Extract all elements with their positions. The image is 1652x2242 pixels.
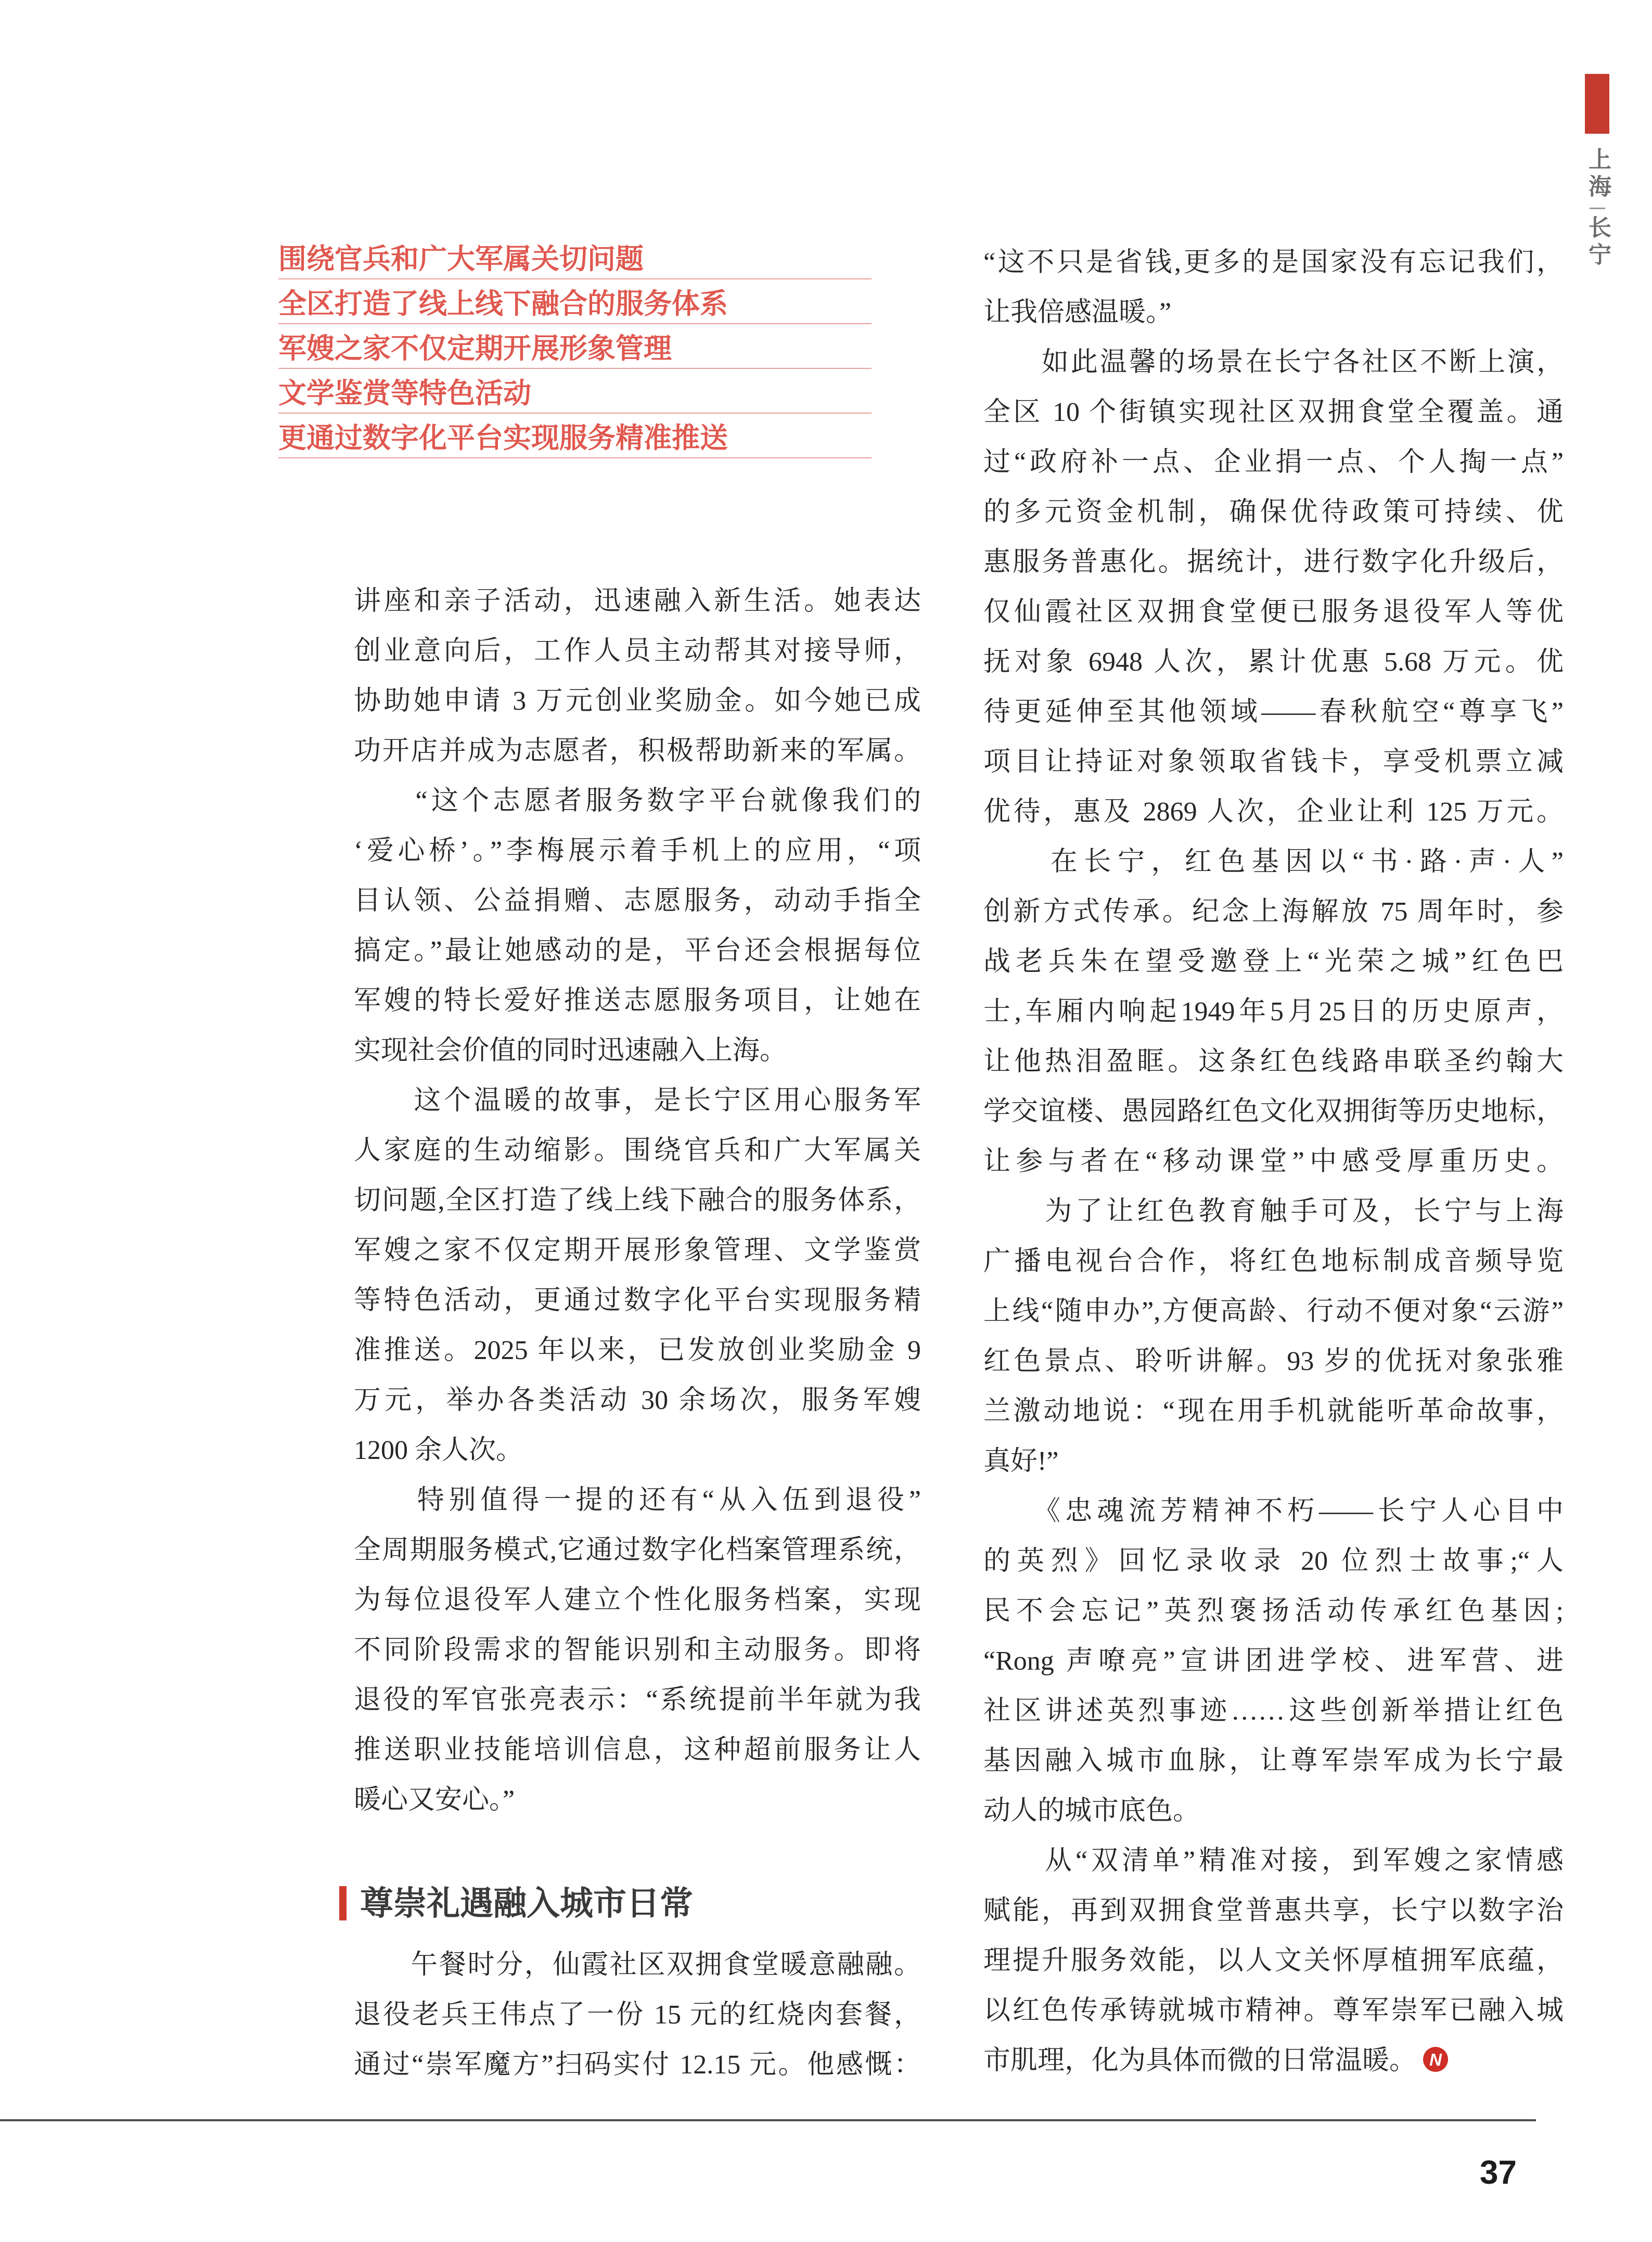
article-left-column-tail xyxy=(354,1940,921,2090)
text-line: 退役的军官张亮表示：“系统提前半年就为我 xyxy=(354,1685,921,1715)
text-line: 优待，惠及 2869 人次，企业让利 125 万元。 xyxy=(983,797,1564,827)
masthead-region-label: 上海 xyxy=(1585,147,1610,201)
text-line: 红色景点、聆听讲解。93 岁的优抚对象张雅 xyxy=(983,1347,1564,1376)
article-end-mark-letter: N xyxy=(1429,2049,1442,2069)
masthead-divider xyxy=(1590,208,1605,209)
text-line: 等特色活动，更通过数字化平台实现服务精 xyxy=(354,1286,921,1315)
text-line: 上线“随申办”,方便高龄、行动不便对象“云游” xyxy=(983,1297,1564,1326)
text-line: 如此温馨的场景在长宁各社区不断上演， xyxy=(983,348,1564,377)
text-line: 军嫂之家不仅定期开展形象管理、文学鉴赏 xyxy=(354,1236,921,1265)
text-line: 目认领、公益捐赠、志愿服务，动动手指全 xyxy=(354,886,921,916)
text-line: 基因融入城市血脉，让尊军崇军成为长宁最 xyxy=(983,1746,1564,1776)
text-line: 民不会忘记”英烈褒扬活动传承红色基因; xyxy=(983,1596,1564,1626)
text-line: 项目让持证对象领取省钱卡，享受机票立减 xyxy=(983,747,1564,777)
pull-quote-line: 围绕官兵和广大军属关切问题 xyxy=(278,235,872,279)
text-line: 兰激动地说：“现在用手机就能听革命故事， xyxy=(983,1397,1564,1426)
text-line: 准推送。2025 年以来，已发放创业奖励金 9 xyxy=(354,1336,921,1365)
text-line: 这个温暖的故事，是长宁区用心服务军 xyxy=(354,1086,921,1116)
text-line: 真好!” xyxy=(983,1446,1059,1476)
pull-quote-line: 军嫂之家不仅定期开展形象管理 xyxy=(278,324,872,369)
text-line: 创新方式传承。纪念上海解放 75 周年时，参 xyxy=(983,897,1564,927)
pull-quote-block xyxy=(278,235,872,458)
text-line: 从“双清单”精准对接，到军嫂之家情感 xyxy=(983,1846,1564,1876)
text-line: 待更延伸至其他领域——春秋航空“尊享飞” xyxy=(983,697,1564,727)
text-line: 创业意向后，工作人员主动帮其对接导师， xyxy=(354,636,921,666)
text-line: 以红色传承铸就城市精神。尊军崇军已融入城 xyxy=(983,1996,1564,2026)
masthead-vertical-label xyxy=(1583,147,1612,270)
text-line: 在长宁，红色基因以“书·路·声·人” xyxy=(983,847,1564,877)
masthead-accent-bar xyxy=(1585,74,1609,134)
text-line: 士,车厢内响起1949年5月25日的历史原声， xyxy=(983,997,1564,1027)
text-line: 1200 余人次。 xyxy=(354,1436,523,1465)
pull-quote-line: 文学鉴赏等特色活动 xyxy=(278,369,872,414)
section-heading-title: 尊崇礼遇融入城市日常 xyxy=(360,1885,693,1922)
text-line: 午餐时分，仙霞社区双拥食堂暖意融融。 xyxy=(354,1950,921,1980)
text-line: 军嫂的特长爱好推送志愿服务项目，让她在 xyxy=(354,986,921,1016)
text-line: 《忠魂流芳精神不朽——长宁人心目中 xyxy=(983,1496,1564,1526)
text-line: 全区 10 个街镇实现社区双拥食堂全覆盖。通 xyxy=(983,398,1564,427)
text-line: 社区讲述英烈事迹……这些创新举措让红色 xyxy=(983,1696,1564,1726)
article-right-column xyxy=(983,238,1564,2086)
text-line: 讲座和亲子活动，迅速融入新生活。她表达 xyxy=(354,586,921,616)
text-line: 战老兵朱在望受邀登上“光荣之城”红色巴 xyxy=(983,947,1564,977)
text-line: 暖心又安心。” xyxy=(354,1785,515,1815)
text-line: 搞定。”最让她感动的是，平台还会根据每位 xyxy=(354,936,921,966)
text-line: 让他热泪盈眶。这条红色线路串联圣约翰大 xyxy=(983,1047,1564,1077)
text-line: 动人的城市底色。 xyxy=(983,1796,1200,1826)
text-line: 仅仙霞社区双拥食堂便已服务退役军人等优 xyxy=(983,597,1564,627)
section-heading-block xyxy=(339,1885,693,1922)
text-line: 理提升服务效能，以人文关怀厚植拥军底蕴， xyxy=(983,1946,1564,1976)
text-line: 为每位退役军人建立个性化服务档案，实现 xyxy=(354,1585,921,1615)
masthead-district-label: 长宁 xyxy=(1585,215,1610,270)
text-line: 万元，举办各类活动 30 余场次，服务军嫂 xyxy=(354,1386,921,1415)
text-line: 功开店并成为志愿者，积极帮助新来的军属。 xyxy=(354,736,921,766)
text-line: “Rong 声嘹亮”宣讲团进学校、进军营、进 xyxy=(983,1646,1564,1676)
text-line: 让我倍感温暖。” xyxy=(983,298,1172,327)
text-line: 通过“崇军魔方”扫码实付 12.15 元。他感慨： xyxy=(354,2050,921,2080)
pull-quote-line: 更通过数字化平台实现服务精准推送 xyxy=(278,414,872,458)
article-end-mark-icon xyxy=(1423,2047,1448,2072)
text-line: 学交谊楼、愚园路红色文化双拥街等历史地标， xyxy=(983,1097,1564,1126)
article-left-column xyxy=(354,576,921,1825)
section-heading-bar xyxy=(339,1886,347,1920)
text-line: 退役老兵王伟点了一份 15 元的红烧肉套餐， xyxy=(354,2000,921,2030)
text-line: 赋能，再到双拥食堂普惠共享，长宁以数字治 xyxy=(983,1896,1564,1926)
text-line: 的多元资金机制，确保优待政策可持续、优 xyxy=(983,497,1564,527)
text-line: 让参与者在“移动课堂”中感受厚重历史。 xyxy=(983,1147,1564,1176)
text-line: 为了让红色教育触手可及，长宁与上海 xyxy=(983,1197,1564,1226)
text-line: 全周期服务模式,它通过数字化档案管理系统， xyxy=(354,1535,921,1565)
text-line: 实现社会价值的同时迅速融入上海。 xyxy=(354,1036,787,1066)
text-line: 的英烈》回忆录收录 20 位烈士故事;“人 xyxy=(983,1546,1564,1576)
text-line: 市肌理，化为具体而微的日常温暖。 xyxy=(983,2046,1417,2076)
page-number: 37 xyxy=(1479,2154,1517,2191)
text-line: 广播电视台合作，将红色地标制成音频导览 xyxy=(983,1247,1564,1276)
text-line: 抚对象 6948 人次，累计优惠 5.68 万元。优 xyxy=(983,647,1564,677)
text-line: 协助她申请 3 万元创业奖励金。如今她已成 xyxy=(354,686,921,716)
text-line: 切问题,全区打造了线上线下融合的服务体系， xyxy=(354,1186,921,1215)
text-line: ‘爱心桥’。”李梅展示着手机上的应用，“项 xyxy=(354,836,921,866)
text-line: 不同阶段需求的智能识别和主动服务。即将 xyxy=(354,1635,921,1665)
text-line: 过“政府补一点、企业捐一点、个人掏一点” xyxy=(983,447,1564,477)
footer-rule xyxy=(0,2119,1536,2121)
text-line: 推送职业技能培训信息，这种超前服务让人 xyxy=(354,1735,921,1765)
text-line: “这不只是省钱,更多的是国家没有忘记我们， xyxy=(983,248,1564,277)
text-line: 惠服务普惠化。据统计，进行数字化升级后， xyxy=(983,547,1564,577)
text-line: “这个志愿者服务数字平台就像我们的 xyxy=(354,786,921,816)
text-line: 特别值得一提的还有“从入伍到退役” xyxy=(354,1485,921,1515)
text-line: 人家庭的生动缩影。围绕官兵和广大军属关 xyxy=(354,1136,921,1165)
pull-quote-line: 全区打造了线上线下融合的服务体系 xyxy=(278,279,872,324)
